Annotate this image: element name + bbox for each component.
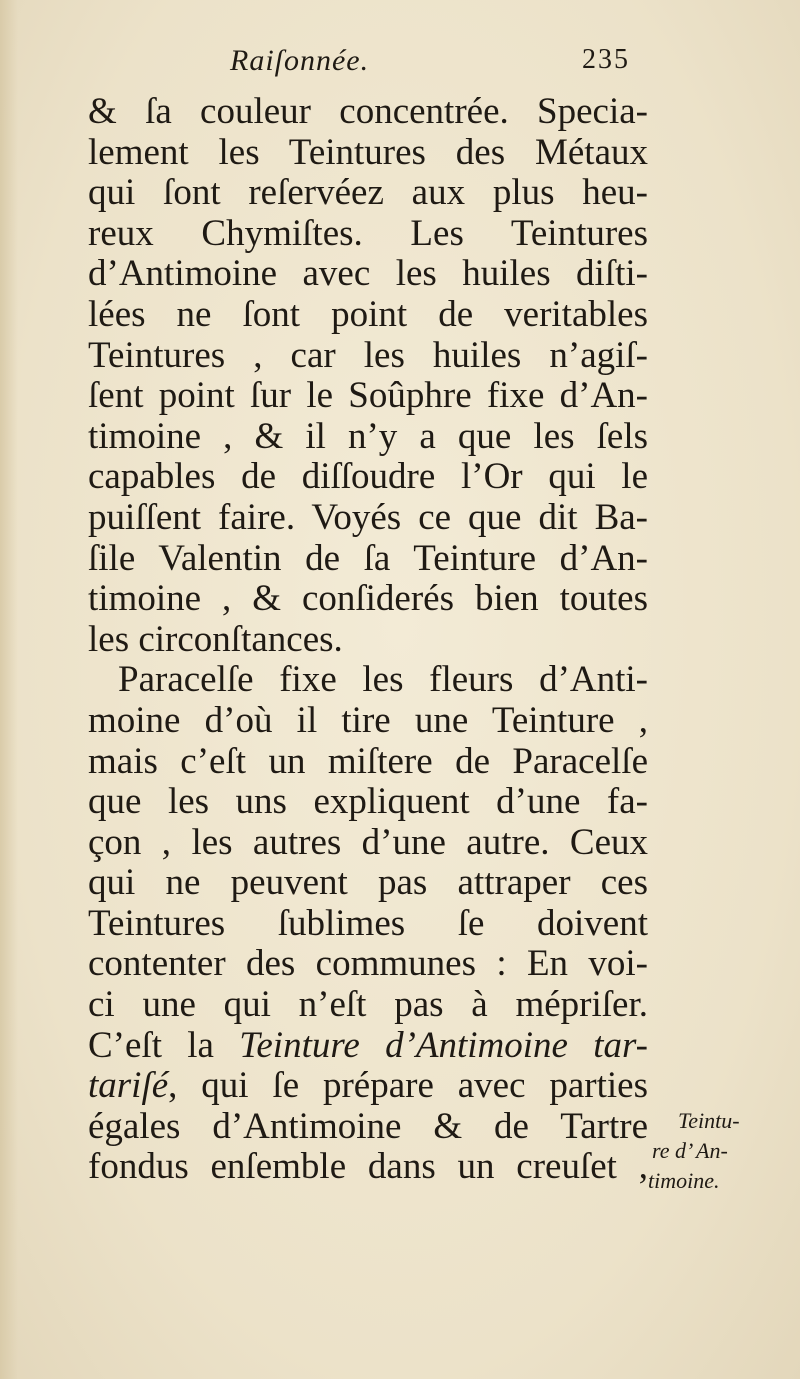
italic-title: tariſé — [88, 1065, 169, 1107]
margin-note — [648, 1106, 778, 1196]
text-line: qui ſont reſervéez aux plus heu- — [88, 172, 648, 214]
text-line: que les uns expliquent d’une fa- — [88, 781, 648, 823]
margin-note-line: timoine. — [648, 1168, 720, 1193]
text-line: lées ne ſont point de veritables — [88, 293, 648, 335]
text-line: Teintures ſublimes ſe doivent — [88, 902, 648, 944]
text-line: d’Antimoine avec les huiles diſti- — [88, 253, 648, 295]
margin-note-line: re d’ An- — [652, 1138, 728, 1163]
text-line: mais c’eſt un miſtere de Paracelſe — [88, 740, 648, 782]
text-line: lement les Teintures des Métaux — [88, 131, 648, 173]
text-line: reux Chymiſtes. Les Teintures — [88, 212, 648, 254]
text-line: égales d’Antimoine & de Tartre — [88, 1105, 648, 1147]
text-line: capables de diſſoudre l’Or qui le — [88, 456, 648, 498]
text-line: ſent point ſur le Soûphre fixe d’An- — [88, 375, 648, 417]
text-line: Teintures , car les huiles n’agiſ- — [88, 334, 648, 376]
text-line — [88, 1066, 648, 1107]
text-line: çon , les autres d’une autre. Ceux — [88, 821, 648, 863]
running-head: Raiſonnée. — [230, 44, 370, 77]
text-line: puiſſent faire. Voyés ce que dit Ba- — [88, 496, 648, 538]
paragraph-start-line: Paracelſe fixe les fleurs d’Anti- — [118, 659, 648, 701]
paragraph-end-line: les circonſtances. — [88, 618, 343, 660]
text-line: ci une qui n’eſt pas à mépriſer. — [88, 984, 648, 1026]
text-line — [88, 1026, 648, 1067]
text-segment: , qui ſe prépare avec parties — [168, 1065, 648, 1107]
body-text — [88, 92, 648, 1188]
text-line: qui ne peuvent pas attraper ces — [88, 862, 648, 904]
text-line: timoine , & il n’y a que les ſels — [88, 415, 648, 457]
page-number: 235 — [582, 44, 630, 75]
text-line: timoine , & conſiderés bien toutes — [88, 578, 648, 620]
text-line: moine d’où il tire une Teinture , — [88, 699, 648, 741]
text-segment: C’eſt la — [88, 1024, 240, 1066]
page-header — [80, 44, 640, 94]
text-line: contenter des communes : En voi- — [88, 943, 648, 985]
margin-note-line: Teintu- — [678, 1108, 740, 1133]
text-line: ſile Valentin de ſa Teinture d’An- — [88, 537, 648, 579]
text-line: fondus enſemble dans un creuſet , — [88, 1146, 648, 1188]
text-line: & ſa couleur concentrée. Specia- — [88, 91, 648, 132]
italic-title: Teinture d’Antimoine tar- — [239, 1024, 648, 1066]
